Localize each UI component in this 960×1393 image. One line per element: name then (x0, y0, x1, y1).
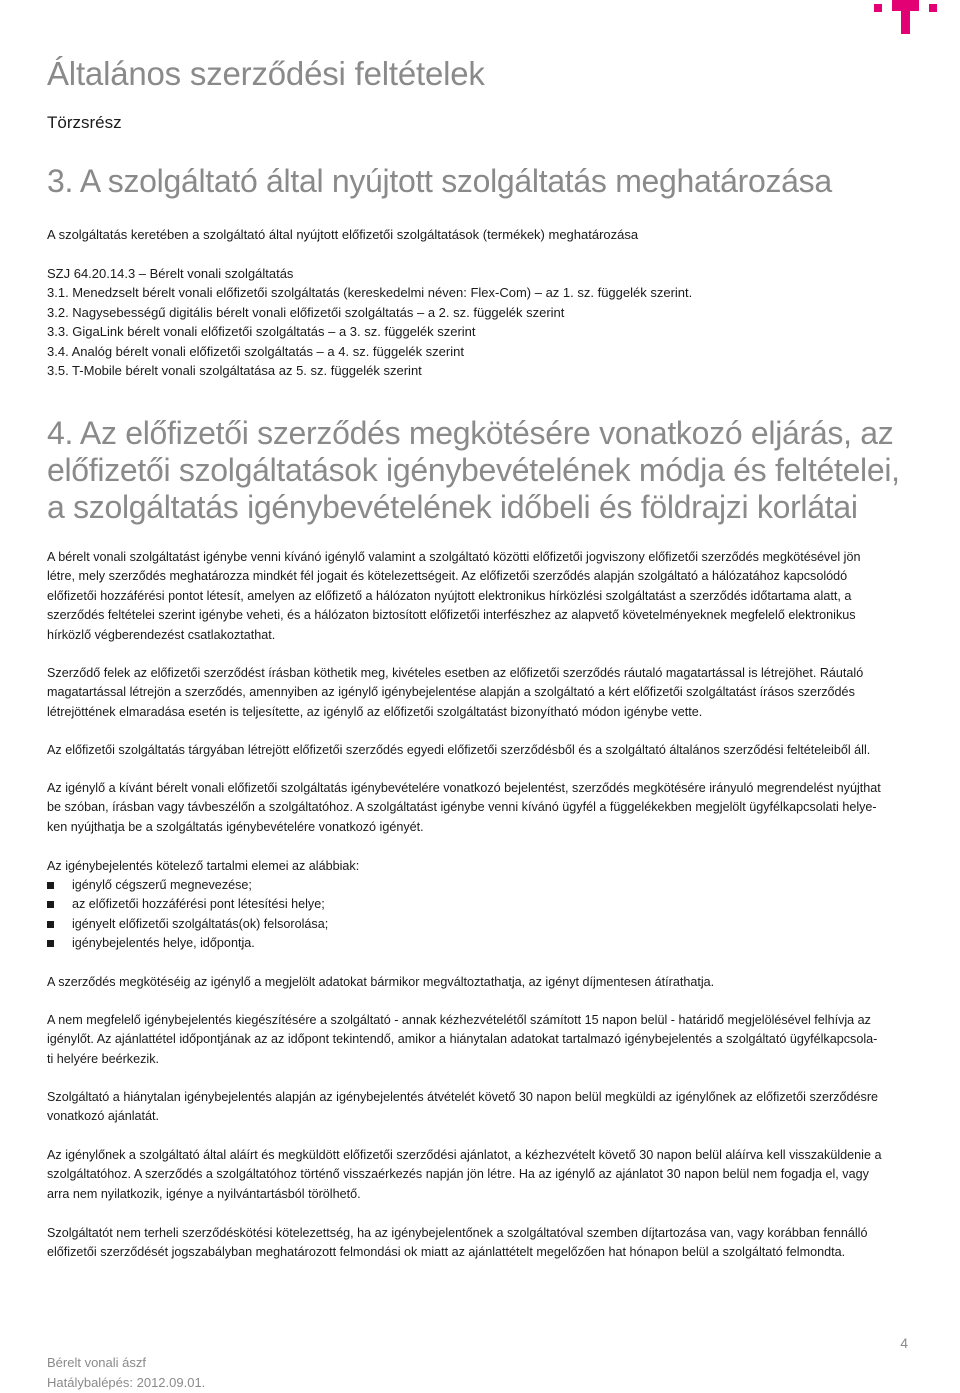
paragraph-line: A bérelt vonali szolgáltatást igénybe venni kívánó igénylő valamint a szolgáltató közötti előfizetői jogviszony előfizetői szerződés megkötésével jön (47, 550, 861, 564)
list-item (47, 915, 328, 934)
paragraph-4 (47, 779, 915, 837)
list-item (47, 934, 328, 953)
bullet-square-icon (47, 921, 54, 928)
paragraph-5 (47, 857, 915, 876)
section-3-intro: A szolgáltatás keretében a szolgáltató által nyújtott előfizetői szolgáltatások (termékek) meghatározása (47, 227, 639, 242)
paragraph-8 (47, 1088, 915, 1127)
footer (47, 1353, 205, 1393)
paragraph-line: Szerződő felek az előfizetői szerződést írásban köthetik meg, kivételes esetben az előfizetői szerződés ráutaló magatartással is létrejöhet. Ráutaló (47, 666, 864, 680)
paragraph-9 (47, 1146, 915, 1204)
paragraph-line: előfizetői hozzáférési pontot létesít, amelyen az előfizető a hálózaton nyújtott elektronikus hírközlési szolgáltatást a szerződés időtartama alatt, a (47, 588, 852, 603)
paragraph-line: vonatkozó ajánlatát. (47, 1109, 160, 1124)
paragraph-line: A nem megfelelő igénybejelentés kiegészítésére a szolgáltató - annak kézhezvételétől számított 15 napon belül - határidő megjelölésével felhívja az (47, 1013, 871, 1027)
section-4-heading-line: a szolgáltatás igénybevételének időbeli és földrajzi korlátai (47, 489, 858, 525)
telekom-logo (874, 0, 944, 34)
list-item (47, 895, 328, 914)
page-number: 4 (900, 1335, 908, 1351)
service-line-3-5: 3.5. T-Mobile bérelt vonali szolgáltatása az 5. sz. függelék szerint (47, 363, 422, 379)
list-item (47, 876, 328, 895)
paragraph-2 (47, 664, 915, 722)
service-line-szj: SZJ 64.20.14.3 – Bérelt vonali szolgáltatás (47, 266, 294, 281)
paragraph-line: magatartással létrejön a szerződés, amennyiben az igénylő igénybejelentése alapján a szolgáltató a kért előfizetői szolgáltatást írásos szerződés (47, 685, 855, 700)
service-line-3-3: 3.3. GigaLink bérelt vonali előfizetői szolgáltatás – a 3. sz. függelék szerint (47, 324, 476, 340)
paragraph-line: Szolgáltatót nem terheli szerződéskötési kötelezettség, ha az igénybejelentőnek a szolgáltatóval szemben díjtartozása van, vagy korábban fennálló (47, 1226, 868, 1240)
section-4-heading-line: 4. Az előfizetői szerződés megkötésére vonatkozó eljárás, az (47, 415, 894, 451)
paragraph-line: Az igénylőnek a szolgáltató által aláírt és megküldött előfizetői szerződési ajánlatot, a kézhezvételt követő 30 napon belül aláírva kell visszaküldenie a (47, 1148, 882, 1162)
paragraph-6 (47, 973, 915, 992)
paragraph-line: Szolgáltató a hiánytalan igénybejelentés alapján az igénybejelentés átvételét követő 30 napon belül megküldi az igénylőnek az előfizetői szerződésre (47, 1090, 879, 1104)
paragraph-line: szolgáltatóhoz. A szerződés a szolgáltatóhoz történő visszaérkezés napján jön létre. Ha az igénylő az ajánlatot 30 napon belül nem fogadja el, vagy (47, 1167, 869, 1182)
paragraph-line: ti helyére beérkezik. (47, 1051, 159, 1066)
service-line-3-1: 3.1. Menedzselt bérelt vonali előfizetői szolgáltatás (kereskedelmi néven: Flex-Com) – az 1. sz. függelék szerint. (47, 285, 693, 301)
paragraph-line: szerződés feltételei szerint igénybe veheti, és a hálózaton biztosított előfizetői interfészhez az alapvető követelményeknek megfelelő elektronikus (47, 608, 856, 623)
list-item-text: igényelt előfizetői szolgáltatás(ok) felsorolása; (72, 916, 329, 931)
paragraph-line: létrejöttének elmaradása esetén is teljesítette, az igénylő az előfizetői szolgáltatást bizonyítható módon igénybe vette. (47, 704, 703, 719)
paragraph-7 (47, 1011, 915, 1069)
logo-dot-left (874, 4, 882, 12)
paragraph-line: be szóban, írásban vagy távbeszélőn a szolgáltatóhoz. A szolgáltatást igénybe venni kívánó ügyfél a függelékekben megjelölt ügyfélkapcsolati helye- (47, 800, 877, 815)
list-item-text: az előfizetői hozzáférési pont létesítési helye; (72, 897, 325, 912)
paragraph-line: Az igénybejelentés kötelező tartalmi elemei az alábbiak: (47, 859, 360, 873)
paragraph-10 (47, 1224, 915, 1263)
section-4-heading-line: előfizetői szolgáltatások igénybevételének módja és feltételei, (47, 452, 900, 488)
service-line-3-2: 3.2. Nagysebességű digitális bérelt vonali előfizetői szolgáltatás – a 2. sz. függelék szerint (47, 304, 565, 320)
list-item-text: igénybejelentés helye, időpontja. (72, 936, 255, 951)
paragraph-line: létre, mely szerződés meghatározza mindkét fél jogait és kötelezettségeit. Az előfizetői szerződés alapján szolgáltató a hálózatához kapcsolódó (47, 569, 848, 584)
document-subtitle: Törzsrész (47, 113, 122, 132)
paragraph-line: Az igénylő a kívánt bérelt vonali előfizetői szolgáltatás igénybevételére vonatkozó bejelentést, szerződés megkötésére irányuló megrendelést nyújthat (47, 781, 881, 795)
bullet-square-icon (47, 882, 54, 889)
paragraph-line: igénylőt. Az ajánlattétel időpontjának az az időpont tekintendő, amikor a hiánytalan adatokat tartalmazó igénybejelentés a szolgáltató ügyfélkapcsola- (47, 1032, 878, 1047)
bullet-square-icon (47, 940, 54, 947)
paragraph-line: arra nem nyilatkozik, igénye a nyilvántartásból törölhető. (47, 1186, 361, 1201)
footer-effective-date: Hatálybalépés: 2012.09.01. (47, 1375, 206, 1390)
bullet-square-icon (47, 901, 54, 908)
document-title: Általános szerződési feltételek (47, 55, 485, 92)
service-line-3-4: 3.4. Analóg bérelt vonali előfizetői szolgáltatás – a 4. sz. függelék szerint (47, 343, 464, 359)
paragraph-line: A szerződés megkötéséig az igénylő a megjelölt adatokat bármikor megváltoztathatja, az igényt díjmentesen átírathatja. (47, 975, 715, 989)
logo-dot-right (929, 4, 937, 12)
section-4-heading (47, 415, 927, 526)
list-item-text: igénylő cégszerű megnevezése; (72, 878, 252, 892)
logo-t-stem (901, 0, 910, 34)
paragraph-3 (47, 741, 915, 760)
paragraph-1 (47, 548, 915, 645)
section-3-heading: 3. A szolgáltató által nyújtott szolgáltatás meghatározása (47, 163, 832, 199)
paragraph-line: hírközlő végberendezést csatlakoztathat. (47, 627, 276, 642)
paragraph-line: Az előfizetői szolgáltatás tárgyában létrejött előfizetői szerződés egyedi előfizetői szerződésből és a szolgáltató általános szerződési feltételeiből áll. (47, 743, 871, 757)
required-elements-list (47, 876, 328, 954)
footer-document-name: Bérelt vonali ászf (47, 1355, 146, 1370)
service-list (47, 264, 692, 380)
paragraph-line: előfizetői szerződését jogszabályban meghatározott felmondási ok miatt az ajánlattételt megelőzően hat hónapon belül a szolgáltató felmondta. (47, 1245, 846, 1260)
paragraph-line: ken nyújthatja be a szolgáltatás igénybevételére vonatkozó igényét. (47, 819, 424, 834)
